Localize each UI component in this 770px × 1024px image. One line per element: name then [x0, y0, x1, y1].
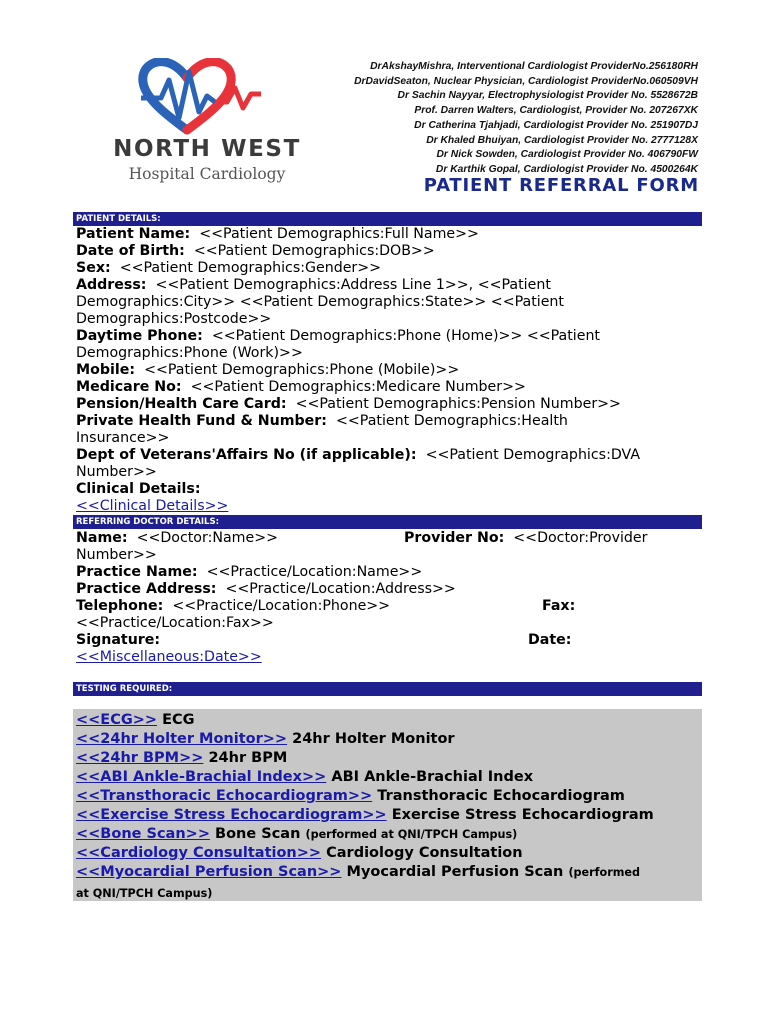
practice-name-label: Practice Name: — [76, 564, 198, 580]
practice-address-value: <<Practice/Location:Address>> — [225, 581, 456, 597]
clinical-details-label: Clinical Details: — [76, 481, 201, 497]
form-title: PATIENT REFERRAL FORM — [423, 175, 699, 196]
provider-row — [404, 530, 648, 547]
fax-value: <<Practice/Location:Fax>> — [76, 615, 274, 631]
patient-details — [76, 226, 698, 515]
test-name: Myocardial Perfusion Scan — [346, 864, 564, 880]
doctor-name-row — [76, 530, 278, 547]
test-name: Exercise Stress Echocardiogram — [391, 807, 654, 823]
test-note: (performed at QNI/TPCH Campus) — [305, 828, 518, 841]
dva-value: Number>> — [76, 464, 157, 480]
test-link[interactable]: <<24hr Holter Monitor>> — [76, 731, 288, 747]
patient-name-label: Patient Name: — [76, 226, 191, 242]
test-item-bone-scan — [76, 825, 517, 844]
medicare-label: Medicare No: — [76, 379, 182, 395]
address-value: <<Patient Demographics:Address Line 1>>, <<Patient — [155, 277, 551, 293]
signature-label: Signature: — [76, 632, 161, 648]
test-link[interactable]: <<24hr BPM>> — [76, 750, 204, 766]
test-name: Cardiology Consultation — [326, 845, 523, 861]
practice-row — [76, 564, 422, 581]
test-item-bpm — [76, 749, 287, 768]
test-link[interactable]: <<Transthoracic Echocardiogram>> — [76, 788, 373, 804]
test-name: ECG — [162, 712, 195, 728]
testing-list — [73, 709, 702, 901]
test-name: 24hr Holter Monitor — [292, 731, 455, 747]
provider-label: Provider No: — [404, 530, 505, 546]
test-link[interactable]: <<Cardiology Consultation>> — [76, 845, 322, 861]
provider-value: <<Doctor:Provider — [513, 530, 648, 546]
hospital-logo — [95, 58, 320, 188]
telephone-value: <<Practice/Location:Phone>> — [172, 598, 391, 614]
test-item-ecg — [76, 711, 195, 730]
practice-address-label: Practice Address: — [76, 581, 217, 597]
address-value: Demographics:City>> <<Patient Demographics:State>> <<Patient — [76, 294, 564, 310]
heart-ecg-icon — [95, 58, 320, 138]
sex-label: Sex: — [76, 260, 111, 276]
test-link[interactable]: <<Exercise Stress Echocardiogram>> — [76, 807, 387, 823]
test-item-tte — [76, 787, 625, 806]
doctor-line: DrAkshayMishra, Interventional Cardiologist ProviderNo.256180RH — [370, 61, 698, 72]
test-name: Transthoracic Echocardiogram — [377, 788, 625, 804]
doctor-line: Dr Karthik Gopal, Cardiologist Provider No. 4500264K — [435, 163, 698, 175]
test-item-abi — [76, 768, 533, 787]
mobile-label: Mobile: — [76, 362, 136, 378]
fax-label: Fax: — [542, 598, 576, 614]
health-fund-value: Insurance>> — [76, 430, 170, 446]
doctor-name-value: <<Doctor:Name>> — [136, 530, 278, 546]
dob-label: Date of Birth: — [76, 243, 185, 259]
test-name: Bone Scan — [215, 826, 301, 842]
test-item-stress-echo — [76, 806, 654, 825]
section-bar-testing: TESTING REQUIRED: — [73, 682, 702, 696]
doctor-line: Dr Nick Sowden, Cardiologist Provider No. 406790FW — [436, 149, 698, 161]
telephone-label: Telephone: — [76, 598, 164, 614]
provider-value: Number>> — [76, 547, 157, 563]
test-item-perfusion — [76, 863, 640, 882]
test-link[interactable]: <<ECG>> — [76, 712, 158, 728]
test-note-continuation: at QNI/TPCH Campus) — [76, 887, 213, 900]
pension-value: <<Patient Demographics:Pension Number>> — [295, 396, 621, 412]
test-item-consultation — [76, 844, 523, 863]
doctor-line: Prof. Darren Walters, Cardiologist, Provider No. 207267XK — [414, 105, 698, 117]
patient-name-value: <<Patient Demographics:Full Name>> — [199, 226, 479, 242]
date-label: Date: — [528, 632, 572, 648]
test-link[interactable]: <<ABI Ankle-Brachial Index>> — [76, 769, 327, 785]
dob-value: <<Patient Demographics:DOB>> — [193, 243, 435, 259]
daytime-phone-label: Daytime Phone: — [76, 328, 203, 344]
test-item-holter — [76, 730, 455, 749]
doctor-line: Dr Catherina Tjahjadi, Cardiologist Provider No. 251907DJ — [414, 119, 698, 131]
health-fund-label: Private Health Fund & Number: — [76, 413, 327, 429]
dva-value: <<Patient Demographics:DVA — [425, 447, 641, 463]
section-bar-doctor: REFERRING DOCTOR DETAILS: — [73, 515, 702, 529]
test-name: ABI Ankle-Brachial Index — [331, 769, 534, 785]
test-name: 24hr BPM — [208, 750, 288, 766]
test-link[interactable]: <<Myocardial Perfusion Scan>> — [76, 864, 342, 880]
address-label: Address: — [76, 277, 147, 293]
clinical-details-link[interactable]: <<Clinical Details>> — [76, 498, 229, 514]
doctor-line: Dr Khaled Bhuiyan, Cardiologist Provider No. 2777128X — [426, 134, 698, 146]
mobile-value: <<Patient Demographics:Phone (Mobile)>> — [144, 362, 460, 378]
doctor-name-label: Name: — [76, 530, 128, 546]
doctor-list — [354, 60, 698, 178]
doctor-line: DrDavidSeaton, Nuclear Physician, Cardiologist ProviderNo.060509VH — [354, 75, 698, 87]
date-value-link[interactable]: <<Miscellaneous:Date>> — [76, 649, 262, 665]
test-link[interactable]: <<Bone Scan>> — [76, 826, 210, 842]
doctor-line: Dr Sachin Nayyar, Electrophysiologist Provider No. 5528672B — [397, 90, 698, 102]
practice-name-value: <<Practice/Location:Name>> — [206, 564, 423, 580]
medicare-value: <<Patient Demographics:Medicare Number>> — [190, 379, 526, 395]
sex-value: <<Patient Demographics:Gender>> — [119, 260, 382, 276]
daytime-phone-value: Demographics:Phone (Work)>> — [76, 345, 303, 361]
section-bar-patient: PATIENT DETAILS: — [73, 212, 702, 226]
practice-address-row — [76, 581, 456, 598]
test-note: (performed — [568, 866, 640, 879]
health-fund-value: <<Patient Demographics:Health — [336, 413, 568, 429]
logo-wordmark: NORTH WEST — [113, 136, 301, 162]
dva-label: Dept of Veterans'Affairs No (if applicable): — [76, 447, 417, 463]
address-value: Demographics:Postcode>> — [76, 311, 272, 327]
telephone-row — [76, 598, 390, 615]
daytime-phone-value: <<Patient Demographics:Phone (Home)>> <<Patient — [211, 328, 600, 344]
logo-subtitle: Hospital Cardiology — [128, 165, 286, 183]
pension-label: Pension/Health Care Card: — [76, 396, 287, 412]
